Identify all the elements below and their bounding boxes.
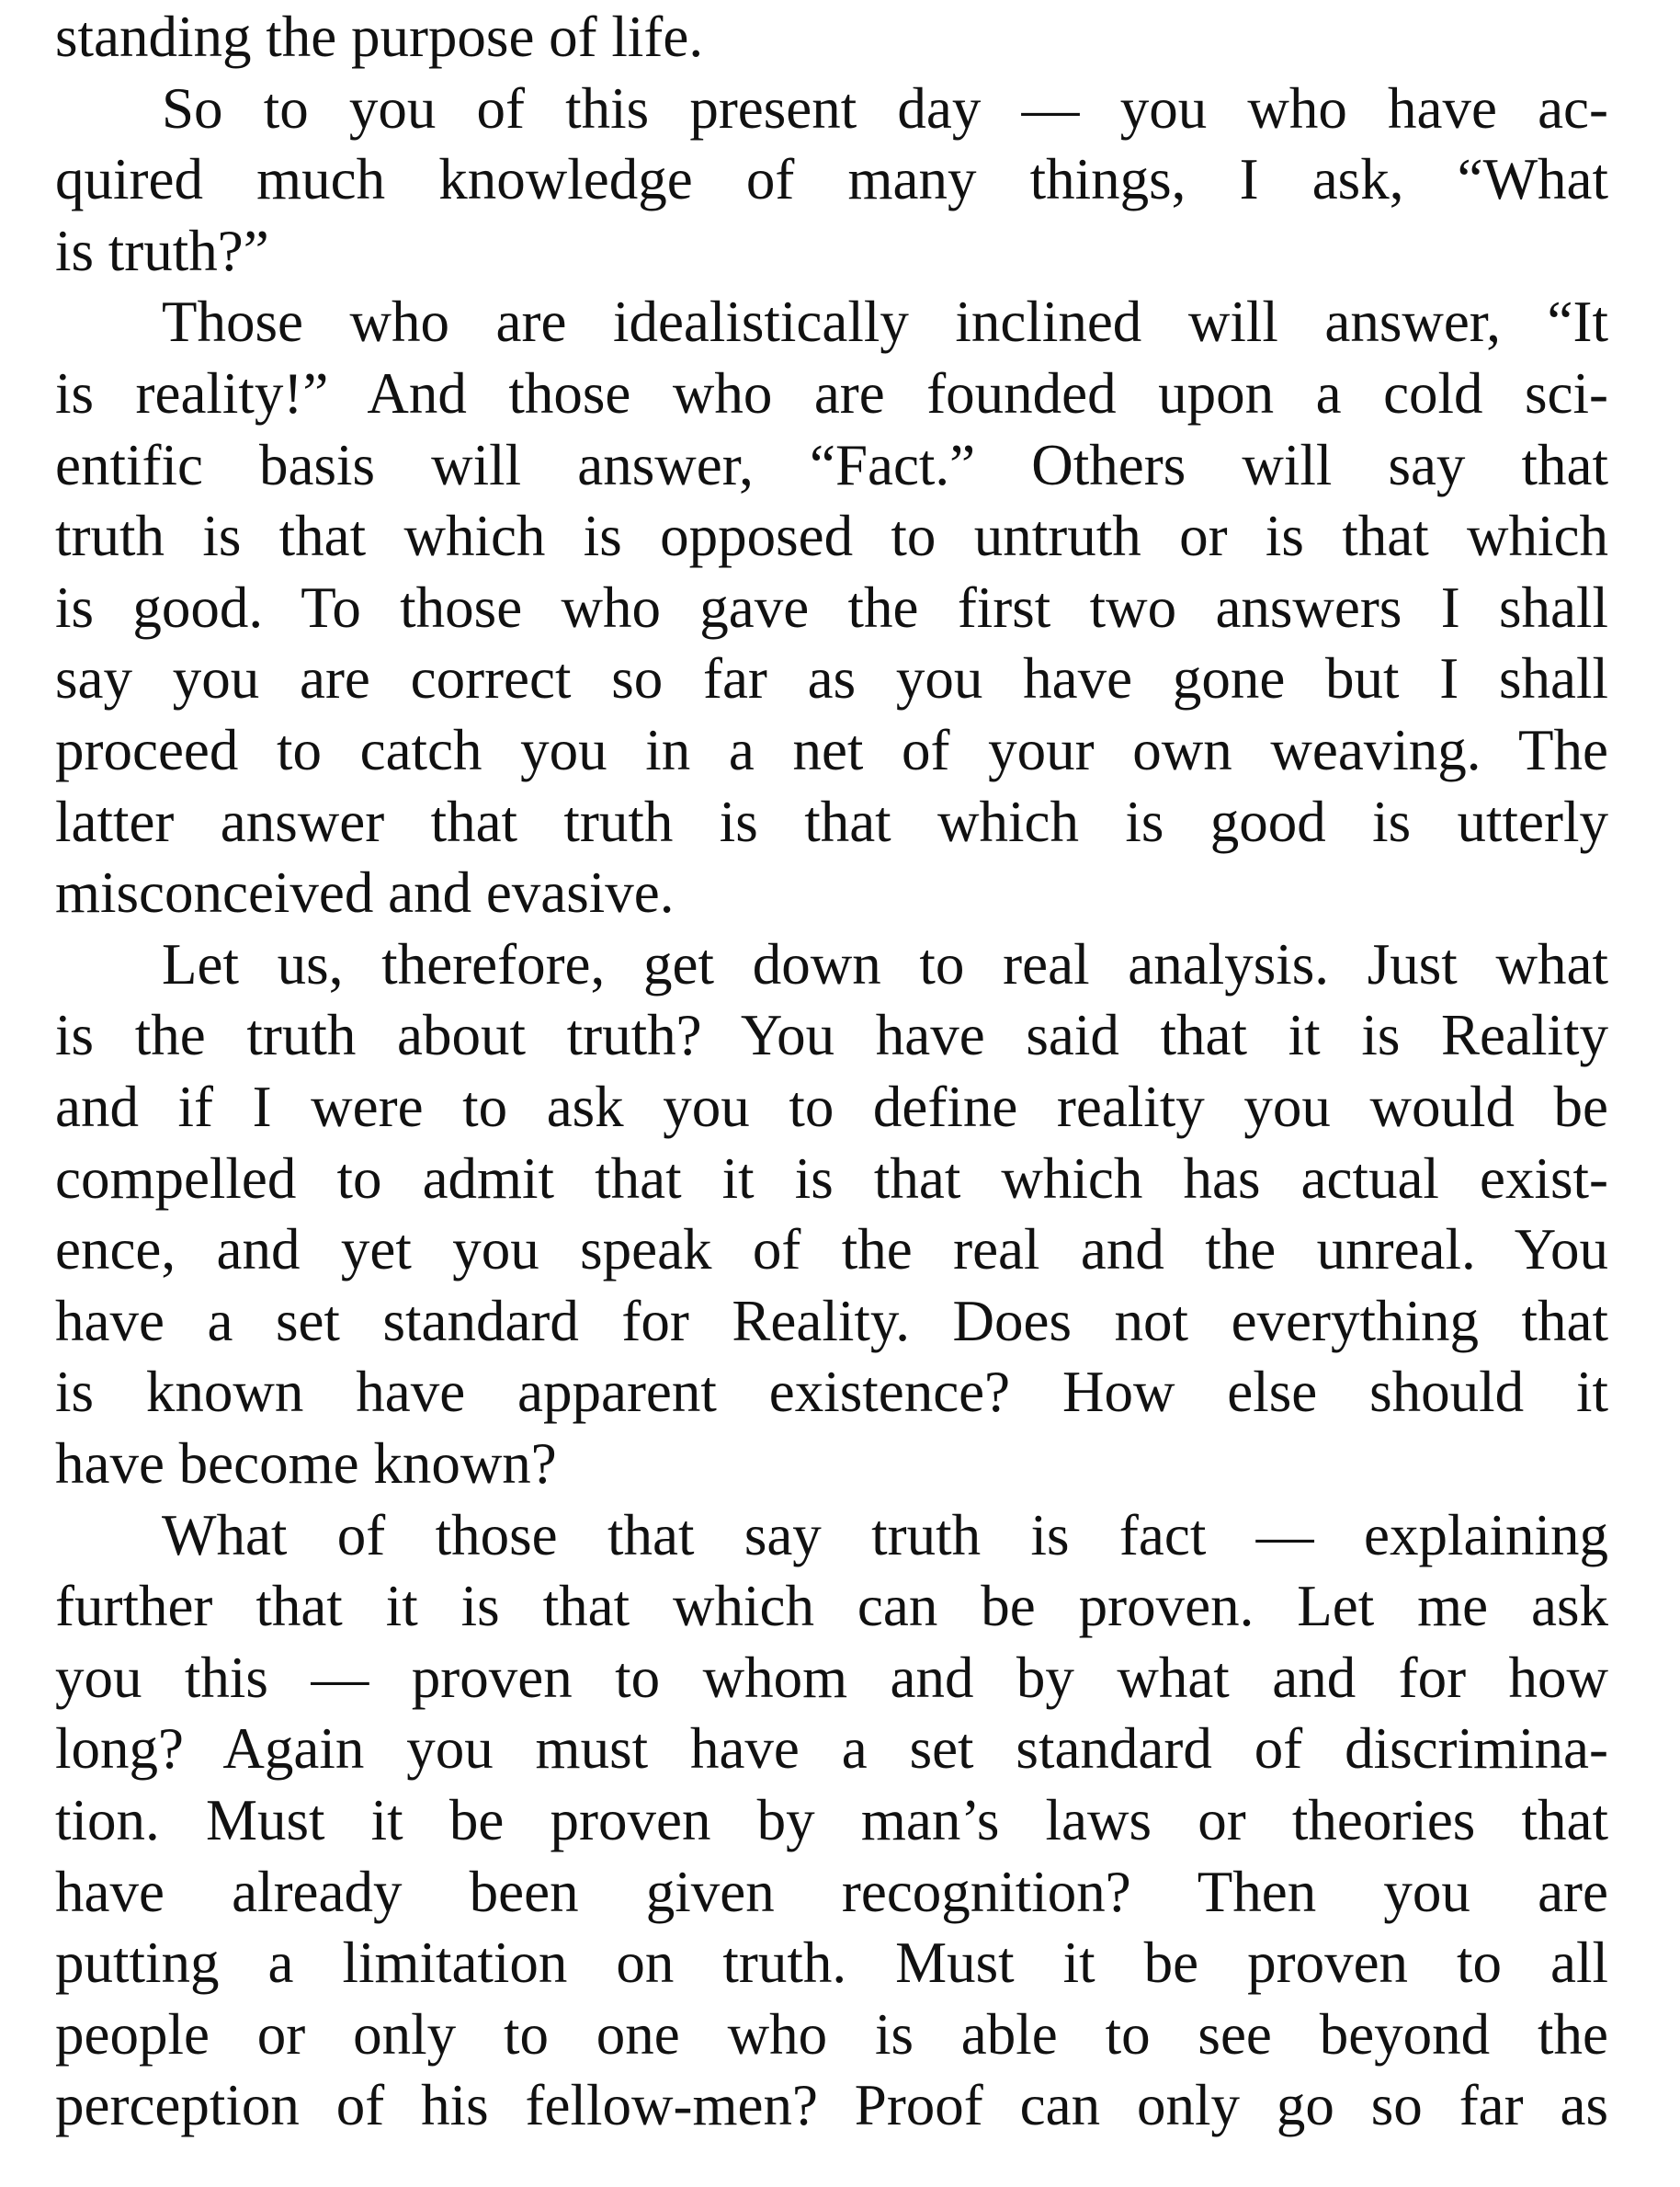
text-line: is known have apparent existence? How else should it [55,1360,1608,1424]
text-line: have a set standard for Reality. Does not everything that [55,1289,1608,1353]
text-line: long? Again you must have a set standard of discrimina- [55,1716,1608,1781]
text-line: Those who are idealistically inclined will answer, “It [162,290,1608,354]
text-line: What of those that say truth is fact — explaining [162,1503,1608,1567]
text-line: latter answer that truth is that which is good is utterly [55,790,1608,854]
text-line: is reality!” And those who are founded upon a cold sci- [55,361,1608,426]
text-line: and if I were to ask you to define reality you would be [55,1075,1608,1139]
text-line: have already been given recognition? Then you are [55,1860,1608,1924]
text-line: is truth?” [55,219,269,283]
text-line: proceed to catch you in a net of your own weaving. The [55,718,1608,782]
text-line: say you are correct so far as you have gone but I shall [55,646,1608,711]
text-line: people or only to one who is able to see beyond the [55,2002,1608,2067]
text-line: So to you of this present day — you who have ac- [162,76,1608,141]
text-line: have become known? [55,1431,557,1496]
text-line: you this — proven to whom and by what and for how [55,1646,1608,1710]
text-line: is the truth about truth? You have said that it is Reality [55,1003,1608,1067]
text-line: ence, and yet you speak of the real and the unreal. You [55,1217,1608,1281]
text-line: tion. Must it be proven by man’s laws or theories that [55,1788,1608,1852]
text-line: entific basis will answer, “Fact.” Others will say that [55,433,1608,497]
text-line: is good. To those who gave the first two answers I shall [55,575,1608,640]
text-line: standing the purpose of life. [55,5,704,69]
text-line: quired much knowledge of many things, I ask, “What [55,147,1608,211]
text-line: putting a limitation on truth. Must it be proven to all [55,1931,1608,1995]
text-line: perception of his fellow-men? Proof can only go so far as [55,2073,1608,2137]
text-line: truth is that which is opposed to untruth or is that which [55,504,1608,568]
text-line: Let us, therefore, get down to real analysis. Just what [162,932,1608,997]
text-line: further that it is that which can be proven. Let me ask [55,1574,1608,1638]
text-line: compelled to admit that it is that which has actual exist- [55,1146,1608,1211]
text-line: misconceived and evasive. [55,860,675,925]
